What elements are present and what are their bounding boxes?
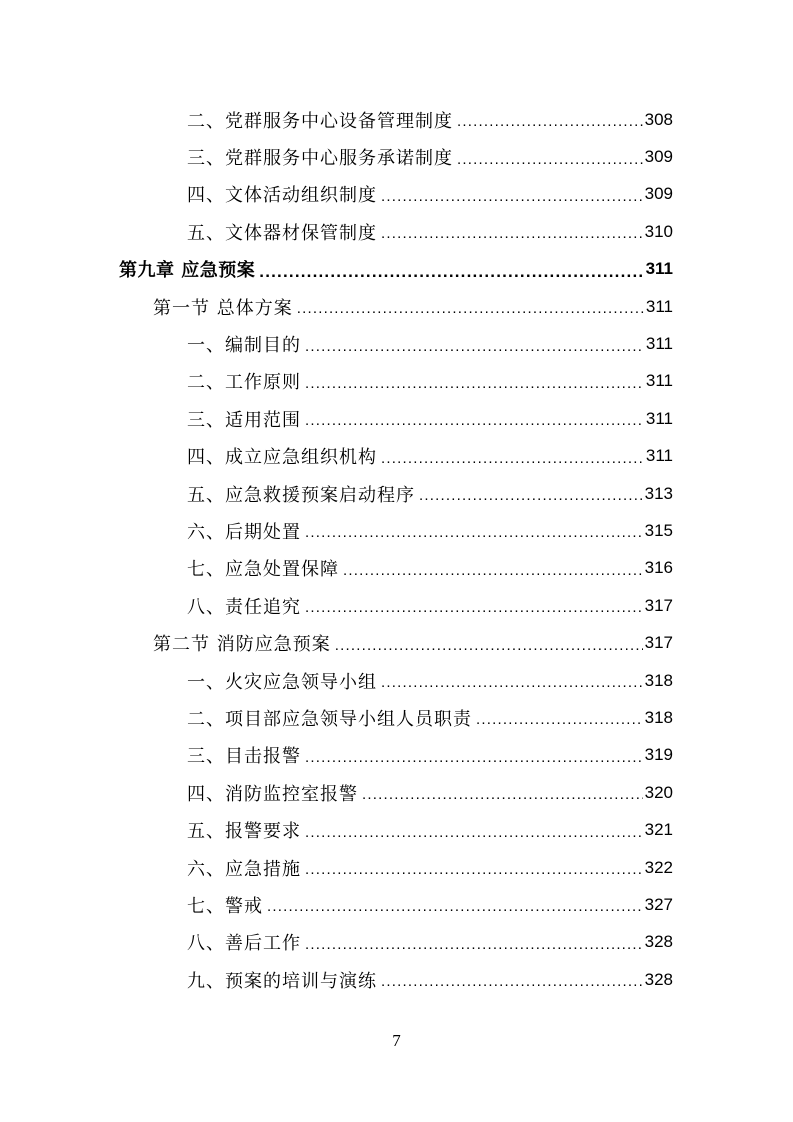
toc-entry-page: 311 (645, 446, 673, 466)
toc-entry-title: 八、责任追究 (187, 596, 301, 618)
page-number: 7 (392, 1031, 401, 1050)
toc-dot-leader (305, 413, 644, 428)
toc-entry-title: 六、应急措施 (187, 858, 301, 880)
toc-entry[interactable] (0, 924, 793, 961)
toc-entry-page: 321 (644, 820, 673, 840)
toc-entry[interactable] (0, 363, 793, 400)
toc-dot-leader (381, 226, 643, 241)
toc-entry-title: 七、应急处置保障 (187, 559, 339, 581)
toc-entry-title: 六、后期处置 (187, 521, 301, 543)
toc-entry-page: 309 (644, 147, 673, 167)
toc-entry-page: 328 (644, 969, 673, 989)
toc-entry-page: 328 (644, 932, 673, 952)
toc-dot-leader (381, 451, 644, 466)
toc-dot-leader (362, 787, 643, 802)
toc-entry[interactable] (0, 138, 793, 175)
toc-dot-leader (297, 301, 644, 316)
toc-entry-page: 309 (644, 184, 673, 204)
toc-entry-title: 五、应急救援预案启动程序 (187, 484, 415, 506)
toc-entry[interactable] (0, 774, 793, 811)
toc-entry[interactable] (0, 101, 793, 138)
toc-entry-title: 四、文体活动组织制度 (187, 185, 377, 207)
toc-entry-title: 二、项目部应急领导小组人员职责 (187, 708, 472, 730)
toc-entry-page: 311 (645, 259, 673, 279)
toc-entry-title: 九、预案的培训与演练 (187, 970, 377, 992)
toc-entry[interactable] (0, 288, 793, 325)
toc-dot-leader (305, 600, 643, 615)
toc-entry-title: 四、消防监控室报警 (187, 783, 358, 805)
toc-entry-title: 八、善后工作 (187, 933, 301, 955)
toc-dot-leader (335, 638, 643, 653)
toc-entry[interactable] (0, 961, 793, 998)
toc-entry-page: 319 (644, 745, 673, 765)
toc-entry-page: 315 (644, 520, 673, 540)
toc-entry-title: 七、警戒 (187, 895, 263, 917)
toc-entry-title: 三、适用范围 (187, 409, 301, 431)
toc-entry[interactable] (0, 737, 793, 774)
toc-dot-leader (305, 376, 644, 391)
toc-entry[interactable] (0, 213, 793, 250)
toc-dot-leader (343, 563, 643, 578)
toc-entry-title: 二、党群服务中心设备管理制度 (187, 110, 453, 132)
toc-entry[interactable] (0, 400, 793, 437)
toc-dot-leader (381, 675, 643, 690)
toc-entry-page: 311 (645, 334, 673, 354)
toc-entry-title: 五、文体器材保管制度 (187, 222, 377, 244)
toc-entry[interactable] (0, 438, 793, 475)
toc-entry[interactable] (0, 886, 793, 923)
toc-entry[interactable] (0, 587, 793, 624)
toc-dot-leader (305, 825, 643, 840)
toc-entry-title: 第九章 应急预案 (119, 260, 256, 282)
toc-entry-page: 322 (644, 857, 673, 877)
toc-entry-title: 三、党群服务中心服务承诺制度 (187, 148, 453, 170)
toc-entry-page: 311 (645, 371, 673, 391)
toc-entry[interactable] (0, 699, 793, 736)
toc-entry[interactable] (0, 662, 793, 699)
toc-entry-title: 五、报警要求 (187, 821, 301, 843)
toc-dot-leader (259, 263, 643, 280)
toc-dot-leader (305, 339, 644, 354)
toc-entry-page: 311 (645, 296, 673, 316)
toc-entry[interactable] (0, 624, 793, 661)
toc-entry[interactable] (0, 325, 793, 362)
toc-dot-leader (476, 712, 643, 727)
toc-entry-page: 327 (644, 894, 673, 914)
toc-entry-title: 第一节 总体方案 (153, 297, 293, 319)
toc-entry-page: 317 (644, 633, 673, 653)
toc-entry[interactable] (0, 811, 793, 848)
toc-entry-page: 310 (644, 221, 673, 241)
toc-entry-page: 318 (644, 670, 673, 690)
toc-entry[interactable] (0, 512, 793, 549)
toc-dot-leader (305, 862, 643, 877)
toc-dot-leader (267, 899, 643, 914)
toc-entry-title: 一、火灾应急领导小组 (187, 671, 377, 693)
toc-entry[interactable] (0, 176, 793, 213)
toc-dot-leader (381, 974, 643, 989)
toc-entry-page: 313 (644, 483, 673, 503)
toc-entry-title: 第二节 消防应急预案 (153, 634, 331, 656)
toc-entry-title: 二、工作原则 (187, 372, 301, 394)
toc-entry-page: 311 (645, 408, 673, 428)
toc-entry-page: 317 (644, 595, 673, 615)
toc-entry-page: 318 (644, 707, 673, 727)
toc-entry[interactable] (0, 251, 793, 288)
toc-dot-leader (305, 525, 643, 540)
toc-dot-leader (305, 750, 643, 765)
toc-dot-leader (457, 114, 643, 129)
toc-entry-page: 320 (644, 782, 673, 802)
toc-entry-title: 一、编制目的 (187, 335, 301, 357)
toc-entry-title: 四、成立应急组织机构 (187, 447, 377, 469)
toc-entry[interactable] (0, 475, 793, 512)
toc-dot-leader (457, 152, 643, 167)
toc-dot-leader (419, 488, 643, 503)
toc-entry-page: 316 (644, 558, 673, 578)
table-of-contents (0, 101, 793, 998)
toc-entry[interactable] (0, 550, 793, 587)
toc-entry[interactable] (0, 849, 793, 886)
toc-entry-page: 308 (644, 109, 673, 129)
toc-dot-leader (381, 189, 643, 204)
toc-entry-title: 三、目击报警 (187, 746, 301, 768)
toc-dot-leader (305, 937, 643, 952)
